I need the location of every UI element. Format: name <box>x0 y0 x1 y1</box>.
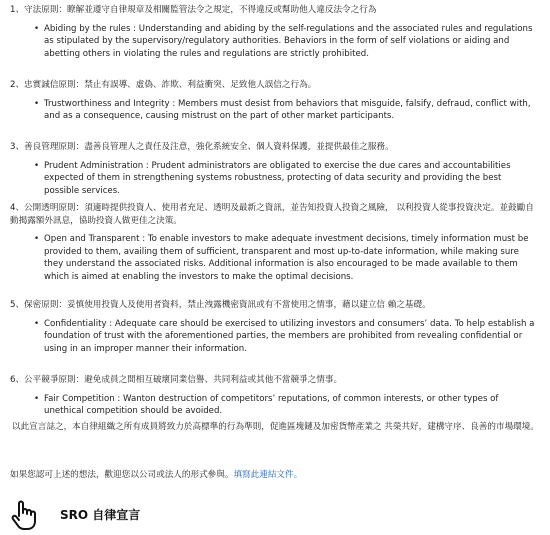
principle-bullets <box>10 23 538 61</box>
principle-bullets <box>10 233 538 283</box>
sro-declaration[interactable] <box>10 498 140 532</box>
principle-bullets <box>10 318 538 356</box>
principle-4 <box>10 202 538 284</box>
principle-3 <box>10 141 538 197</box>
principle-heading: 6、公平競爭原則：避免成員之間相互破壞同業信譽、共同利益或其他不當競爭之情事。 <box>10 375 343 385</box>
principle-heading: 2、忠實誠信原則：禁止有誤導、虛偽、詐欺、利益衝突、足致他人誤信之行為。 <box>10 80 317 90</box>
principle-bullet: • Confidentiality : Adequate care should be exercised to utilizing investors and consumers’ data. To help establish a foundation of trust with the aforementioned parties, the members are prohibited from revealing confidential or using in an improper manner their information. <box>34 318 538 356</box>
principle-2 <box>10 79 538 123</box>
pointing-hand-icon <box>10 499 40 531</box>
principle-1 <box>10 4 538 60</box>
principle-bullet: • Open and Transparent : To enable investors to make adequate investment decisions, timely information must be provided to them, availing them of sufficient, transparent and most up-to-date information, while making sure they understand the associated risks. Additional information is also encouraged to be made available to them which is aimed at enabling the investors to make the optimal decisions. <box>34 233 538 283</box>
form-link[interactable]: 填寫此連結文件。 <box>233 470 303 480</box>
principle-bullet: • Trustworthiness and Integrity : Members must desist from behaviors that misguide, falsify, defraud, conflict with, and as a consequence, causing mistrust on the part of other market participants. <box>34 98 538 123</box>
principle-6 <box>10 374 538 418</box>
closing-statement: 以此宣言誌之，本自律組織之所有成員將致力於高標準的行為準則，促進區塊鏈及加密貨幣產業之 共榮共好，建構守序、良善的市場環境。 <box>12 422 539 432</box>
principle-5 <box>10 299 538 355</box>
sro-label: SRO 自律宣言 <box>60 507 141 522</box>
principle-bullets <box>10 98 538 123</box>
join-invitation <box>10 469 540 482</box>
principle-heading: 1、守法原則：瞭解並遵守自律規章及相關監管法令之規定，不得違反或幫助他人違反法令之行為 <box>10 5 377 15</box>
principle-heading: 4、公開透明原則：須適時提供投資人、使用者充足、透明及最新之資訊，並告知投資人投資之風險， 以利投資人從事投資決定。並鼓勵自動揭露額外訊息，協助投資人做更佳之決策。 <box>10 203 534 226</box>
principle-bullets <box>10 393 538 418</box>
principle-bullet: • Prudent Administration : Prudent administrators are obligated to exercise the due cares and accountabilities expected of them in strengthening systems robustness, protecting of data security and providing the best possible services. <box>34 160 538 198</box>
principle-bullet: • Abiding by the rules : Understanding and abiding by the self-regulations and the associated rules and regulations as stipulated by the supervisory/regulatory authorities. Behaviors in the form of self violations or aiding and abetting others in violating the rules and regulations are strictly prohibited. <box>34 23 538 61</box>
principle-bullets <box>10 160 538 198</box>
join-invitation-text: 如果您認可上述的想法，歡迎您以公司或法人的形式參與。 <box>10 470 234 480</box>
principle-heading: 5、保密原則：妥慎使用投資人及使用者資料，禁止洩露機密資訊或有不當使用之情事，藉以建立信 賴之基礎。 <box>10 300 431 310</box>
principle-heading: 3、善良管理原則：盡善良管理人之責任及注意，強化系統安全、個人資料保護，並提供最佳之服務。 <box>10 142 394 152</box>
principle-bullet: • Fair Competition : Wanton destruction of competitors’ reputations, of common interests, or other types of unethical competition should be avoided. <box>34 393 538 418</box>
